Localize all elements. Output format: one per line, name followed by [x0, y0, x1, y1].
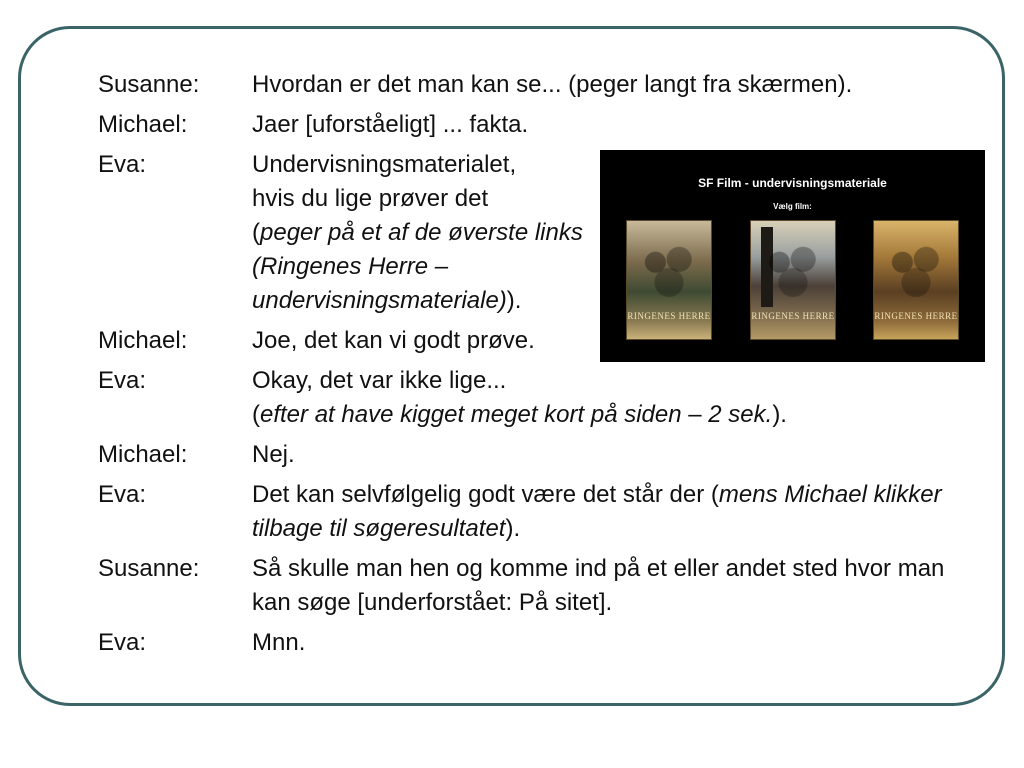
screenshot-subtitle: Vælg film: — [773, 202, 812, 211]
transcript-row — [98, 478, 978, 546]
transcript-row — [98, 438, 978, 472]
utterance: Mnn. — [252, 629, 306, 656]
transcript-row — [98, 364, 978, 432]
website-screenshot — [600, 150, 985, 362]
transcript-row — [98, 552, 978, 620]
movie-poster-3 — [873, 220, 959, 340]
utterance: Hvordan er det man kan se... (peger langt fra skærmen). — [252, 71, 853, 98]
utterance: Så skulle man hen og komme ind på et eller andet sted hvor man kan søge [underforstået: På sitet]. — [252, 555, 945, 616]
speaker-label: Michael: — [98, 327, 188, 354]
speaker-label: Michael: — [98, 111, 188, 138]
transcript-row — [98, 626, 978, 660]
utterance: Nej. — [252, 441, 295, 468]
utterance: Undervisningsmaterialet, hvis du lige prøver det (peger på et af de øverste links (Ringenes Herre – undervisningsmateriale)). — [252, 151, 583, 314]
speaker-label: Susanne: — [98, 555, 200, 582]
poster-art — [635, 239, 703, 297]
utterance: Jaer [uforståeligt] ... fakta. — [252, 111, 529, 138]
speaker-label: Eva: — [98, 481, 147, 508]
movie-poster-1 — [626, 220, 712, 340]
transcript-row — [98, 68, 978, 102]
speaker-label: Michael: — [98, 441, 188, 468]
speaker-label: Susanne: — [98, 71, 200, 98]
poster-logo: RINGENES HERRE — [874, 311, 958, 321]
speaker-label: Eva: — [98, 367, 147, 394]
poster-art — [882, 239, 950, 297]
speaker-label: Eva: — [98, 629, 147, 656]
poster-logo: RINGENES HERRE — [751, 311, 835, 321]
poster-logo: RINGENES HERRE — [627, 311, 711, 321]
screenshot-title: SF Film - undervisningsmateriale — [698, 176, 887, 190]
speaker-label: Eva: — [98, 151, 147, 178]
utterance: Joe, det kan vi godt prøve. — [252, 327, 535, 354]
utterance: Det kan selvfølgelig godt være det står der (mens Michael klikker tilbage til søgeresultatet). — [252, 481, 942, 542]
utterance: Okay, det var ikke lige... (efter at have kigget meget kort på siden – 2 sek.). — [252, 367, 787, 428]
poster-art — [759, 239, 827, 297]
movie-poster-2 — [750, 220, 836, 340]
transcript-row — [98, 108, 978, 142]
